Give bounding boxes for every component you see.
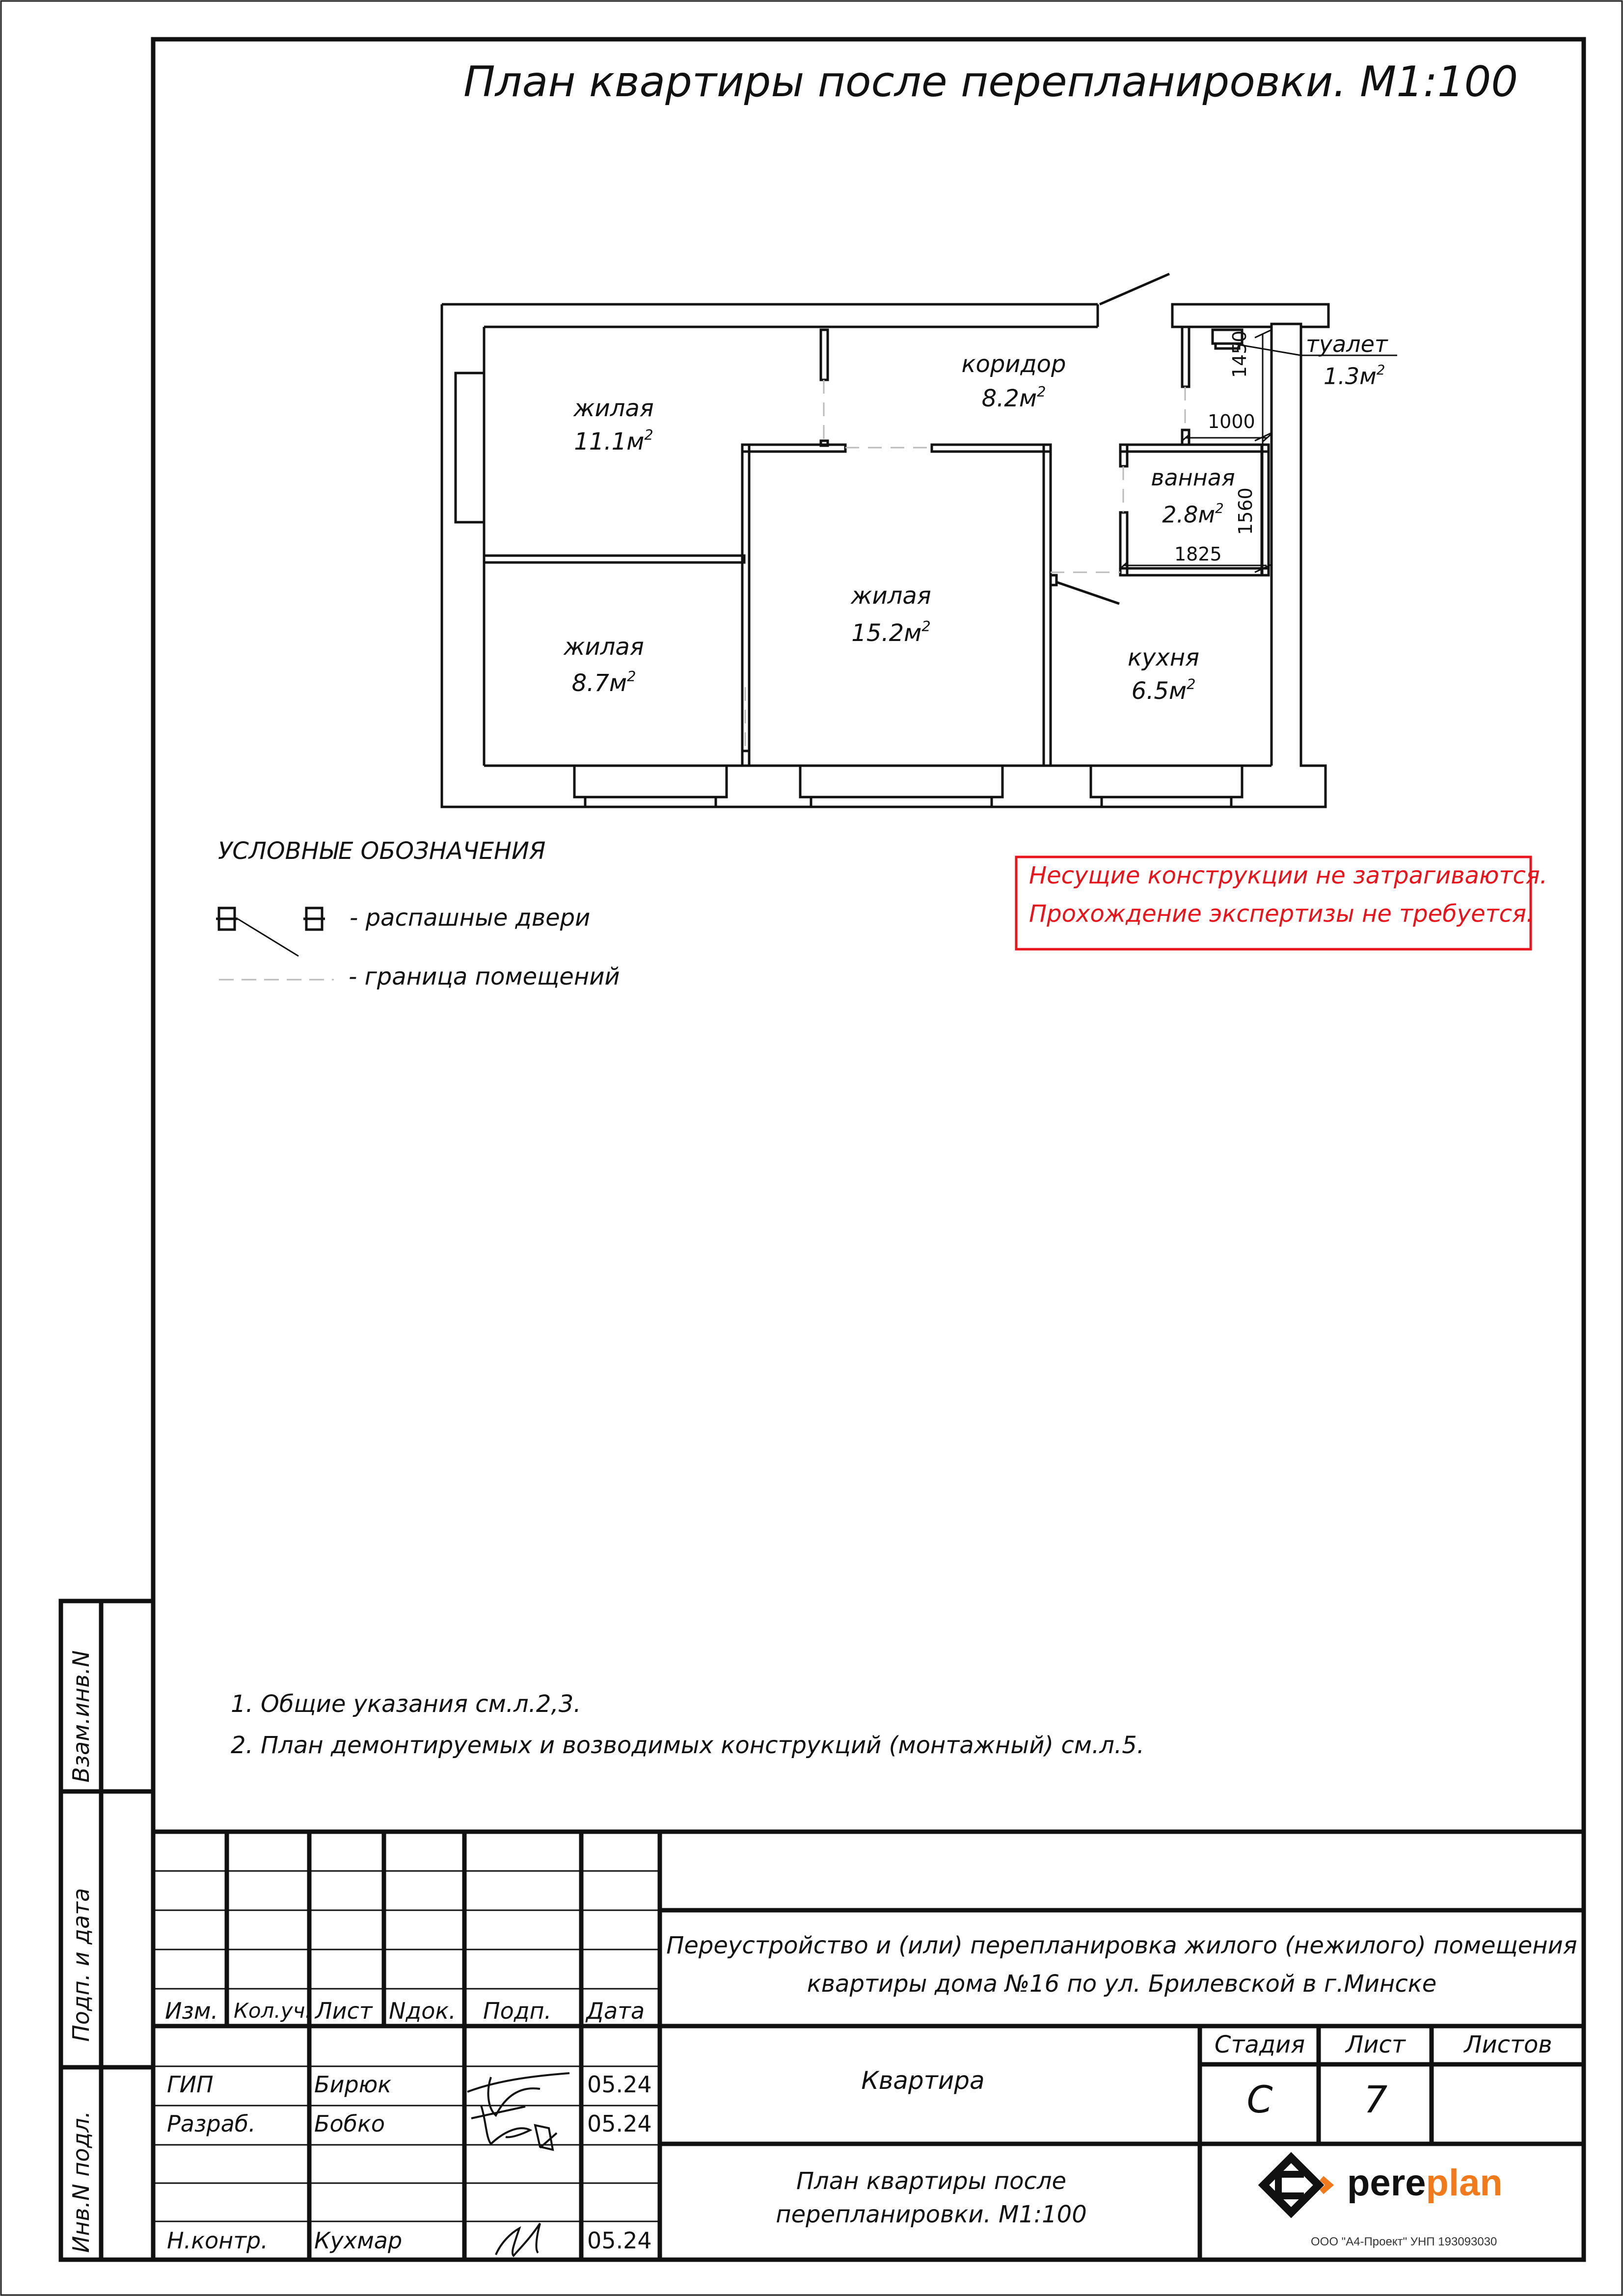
room-kitchen-name: кухня (1127, 644, 1200, 671)
tb-name-gip: Бирюк (314, 2071, 392, 2098)
notice-line-1: Несущие конструкции не затрагиваются. (1029, 862, 1547, 889)
tb-object: Квартира (861, 2066, 985, 2095)
tb-project-line-1: Переустройство и (или) перепланировка жилого (нежилого) помещения (666, 1932, 1577, 1959)
tb-role-nkontr: Н.контр. (167, 2227, 268, 2254)
dim-1825: 1825 (1174, 543, 1222, 565)
tb-date-nkontr: 05.24 (587, 2227, 652, 2254)
tb-sheet-value: 7 (1363, 2078, 1388, 2121)
notice-line-2: Прохождение экспертизы не требуется. (1029, 900, 1534, 928)
tb-header-list: Лист (315, 1998, 373, 2024)
signature-kukhmar (496, 2223, 540, 2256)
tb-stage-value: С (1246, 2078, 1273, 2121)
tb-sheet-name-line-1: План квартиры после (796, 2167, 1067, 2195)
drawing-title: План квартиры после перепланировки. М1:100 (463, 57, 1518, 107)
pereplan-logo-text: pereplan (1347, 2162, 1503, 2204)
tb-header-ndok: Nдок. (389, 1998, 456, 2024)
tb-role-razrab: Разраб. (167, 2110, 256, 2137)
tb-date-razrab: 05.24 (587, 2110, 652, 2137)
tb-date-gip: 05.24 (587, 2071, 652, 2098)
stamp-vzam-inv: Взам.инв.N (68, 1650, 94, 1783)
dim-1000: 1000 (1208, 411, 1255, 432)
room-living-3-name: жилая (564, 633, 644, 661)
legend-door-symbol (216, 908, 325, 956)
room-corridor-area: $8.2м^2$ (981, 383, 1046, 413)
note-2: 2. План демонтируемых и возводимых конструкций (монтажный) см.л.5. (231, 1732, 1144, 1759)
room-bath-name: ванная (1151, 464, 1235, 491)
note-1: 1. Общие указания см.л.2,3. (231, 1690, 581, 1718)
dim-1450: 1450 (1229, 330, 1250, 378)
room-living-2-name: жилая (851, 582, 931, 610)
tb-header-kol: Кол.уч. (234, 1999, 312, 2023)
room-living-2-area: $15.2м^2$ (851, 618, 931, 647)
room-living-1-area: $11.1м^2$ (574, 427, 653, 456)
tb-sheets-label: Листов (1464, 2031, 1552, 2058)
room-corridor-name: коридор (961, 350, 1066, 378)
stamp-inv-podl: Инв.N подл. (68, 2110, 94, 2253)
tb-header-izm: Изм. (165, 1998, 218, 2024)
tb-role-gip: ГИП (167, 2071, 214, 2098)
tb-header-data: Дата (586, 1998, 645, 2024)
signature-bobko (471, 2106, 557, 2150)
stamp-podp-data: Подп. и дата (68, 1888, 94, 2042)
tb-project-line-2: квартиры дома №16 по ул. Брилевской в г.Минске (807, 1970, 1437, 1998)
company-caption: ООО "А4-Проект" УНП 193093030 (1311, 2235, 1497, 2248)
room-toilet-area: $1.3м^2$ (1324, 362, 1385, 390)
legend-doors-label: - распашные двери (350, 904, 591, 932)
room-living-1-name: жилая (573, 395, 654, 422)
tb-sheet-label: Лист (1346, 2031, 1406, 2058)
dim-1560: 1560 (1235, 487, 1256, 535)
tb-sheet-name-line-2: перепланировки. М1:100 (776, 2201, 1087, 2228)
tb-stage-label: Стадия (1214, 2031, 1305, 2058)
room-toilet-name: туалет (1306, 331, 1388, 357)
floor-plan (442, 274, 1328, 807)
legend-heading: УСЛОВНЫЕ ОБОЗНАЧЕНИЯ (218, 837, 546, 865)
pereplan-logo-mark (1264, 2158, 1329, 2213)
legend-boundary-label: - граница помещений (349, 963, 620, 990)
tb-header-podp: Подп. (483, 1998, 552, 2024)
tb-name-razrab: Бобко (314, 2110, 385, 2137)
room-kitchen-area: $6.5м^2$ (1131, 676, 1196, 705)
tb-name-nkontr: Кухмар (314, 2227, 403, 2254)
room-living-3-area: $8.7м^2$ (571, 668, 636, 697)
room-bath-area: $2.8м^2$ (1162, 500, 1224, 528)
